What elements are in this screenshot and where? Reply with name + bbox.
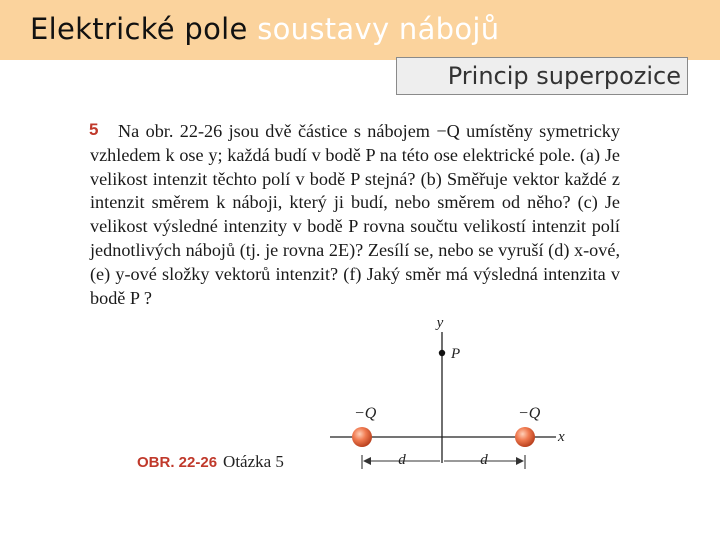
subtitle-box: Princip superpozice	[396, 57, 688, 95]
slide-title	[30, 12, 499, 46]
figure-caption-label: OBR. 22-26	[137, 454, 218, 471]
title-accent: soustavy nábojů	[257, 12, 500, 46]
y-axis-label: y	[436, 315, 444, 331]
charge-right	[515, 427, 535, 447]
charge-left-label: −Q	[354, 405, 377, 422]
figure-diagram	[320, 305, 580, 475]
problem-text: Na obr. 22-26 jsou dvě částice s nábojem −Q umístěny symetricky vzhledem k ose y; každá budí v bodě P na této ose elektrické pole. (a) Je velikost intenzit těchto polí v bodě P stejná? (b) Směřuje vektor každé z intenzit směrem k náboji, který ji budí, nebo směrem od něho? (c) Je velikost výsledné intenzity v bodě P rovna součtu velikostí intenzit polí jednotlivých nábojů (tj. je rovna 2E)? Zesílí se, nebo se vyruší (d) x-ové, (e) y-ové složky vektorů intenzit? (f) Jaký směr má výsledná intenzita v bodě P ?	[90, 121, 620, 308]
figure-caption	[137, 452, 284, 472]
dist-right-label: d	[480, 452, 488, 468]
point-p	[439, 350, 445, 356]
figure-caption-desc: Otázka 5	[223, 452, 284, 471]
charge-left	[352, 427, 372, 447]
title-main: Elektrické pole	[30, 12, 258, 46]
charge-right-label: −Q	[518, 405, 541, 422]
x-axis-label: x	[558, 429, 565, 445]
point-p-label: P	[451, 346, 461, 362]
dist-left-label: d	[398, 452, 406, 468]
problem-number: 5	[89, 120, 99, 139]
